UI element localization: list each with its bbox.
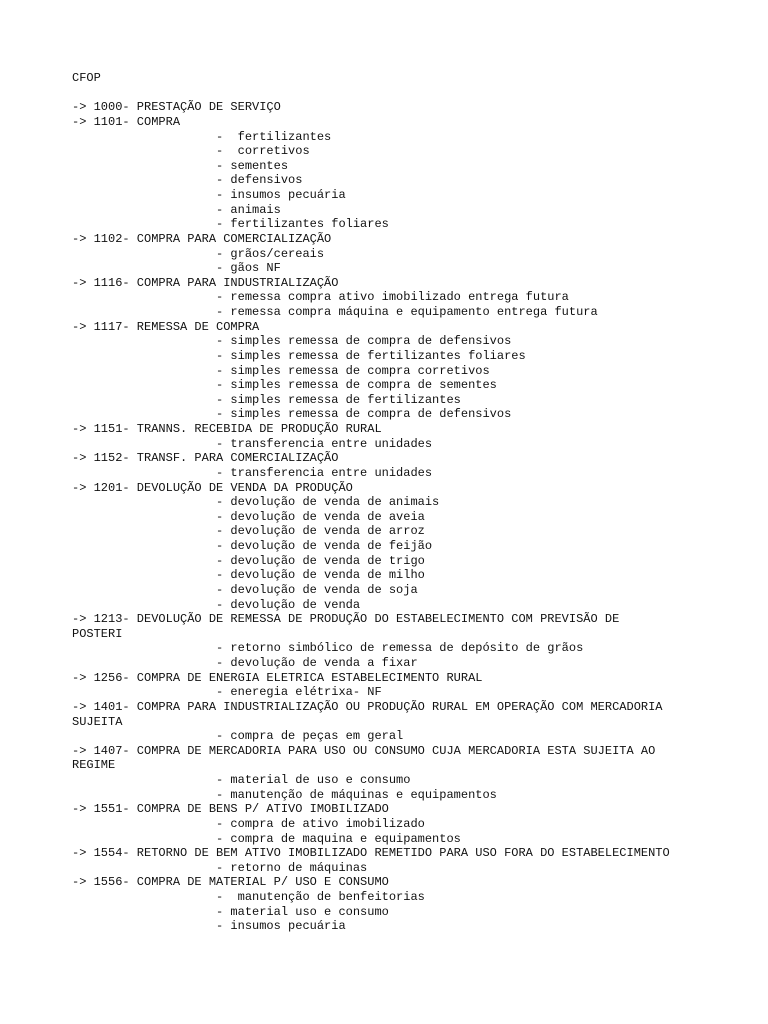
wrapped-line: REGIME bbox=[72, 758, 116, 773]
cfop-item-line: - animais bbox=[72, 202, 281, 217]
cfop-item-line: - devolução de venda de trigo bbox=[72, 553, 425, 568]
cfop-item-line: - devolução de venda de aveia bbox=[72, 509, 425, 524]
cfop-code-line: -> 1256- COMPRA DE ENERGIA ELETRICA ESTABELECIMENTO RURAL bbox=[72, 670, 483, 685]
cfop-item-line: - compra de maquina e equipamentos bbox=[72, 831, 461, 846]
cfop-code-line: -> 1151- TRANNS. RECEBIDA DE PRODUÇÃO RURAL bbox=[72, 422, 382, 436]
cfop-item-line: - insumos pecuária bbox=[72, 919, 346, 934]
cfop-code-line: -> 1213- DEVOLUÇÃO DE REMESSA DE PRODUÇÃO DO ESTABELECIMENTO COM PREVISÃO DE bbox=[72, 612, 620, 627]
document-title: CFOP bbox=[72, 71, 101, 85]
cfop-item-line: - eneregia elétrixa- NF bbox=[72, 685, 382, 700]
cfop-item-line: - transferencia entre unidades bbox=[72, 465, 433, 480]
cfop-code-line: -> 1116- COMPRA PARA INDUSTRIALIZAÇÃO bbox=[72, 275, 339, 290]
cfop-item-line: - insumos pecuária bbox=[72, 188, 346, 202]
cfop-item-line: - fertilizantes bbox=[72, 129, 332, 144]
cfop-item-line: - corretivos bbox=[72, 144, 310, 159]
cfop-code-line: -> 1407- COMPRA DE MERCADORIA PARA USO OU CONSUMO CUJA MERCADORIA ESTA SUJEITA AO bbox=[72, 743, 656, 758]
cfop-item-line: - devolução de venda de soja bbox=[72, 582, 418, 597]
cfop-item-line: - simples remessa de fertilizantes bbox=[72, 392, 461, 407]
cfop-item-line: - simples remessa de compra de sementes bbox=[72, 378, 497, 393]
wrapped-line: POSTERI bbox=[72, 626, 123, 641]
cfop-item-line: - remessa compra ativo imobilizado entrega futura bbox=[72, 290, 569, 305]
cfop-item-line: - grãos/cereais bbox=[72, 246, 325, 261]
cfop-item-line: - retorno de máquinas bbox=[72, 860, 368, 875]
cfop-item-line: - remessa compra máquina e equipamento entrega futura bbox=[72, 305, 598, 319]
cfop-item-line: - defensivos bbox=[72, 173, 303, 188]
cfop-item-line: - devolução de venda a fixar bbox=[72, 656, 418, 670]
cfop-item-line: - simples remessa de compra de defensivos bbox=[72, 407, 512, 422]
cfop-item-line: - simples remessa de fertilizantes foliares bbox=[72, 348, 526, 363]
cfop-code-line: -> 1554- RETORNO DE BEM ATIVO IMOBILIZADO REMETIDO PARA USO FORA DO ESTABELECIMENTO bbox=[72, 846, 670, 861]
cfop-code-line: -> 1117- REMESSA DE COMPRA bbox=[72, 319, 260, 334]
cfop-item-line: - devolução de venda de arroz bbox=[72, 524, 425, 539]
cfop-item-line: - retorno simbólico de remessa de depósito de grãos bbox=[72, 641, 584, 656]
cfop-item-line: - material de uso e consumo bbox=[72, 773, 411, 787]
cfop-item-line: - sementes bbox=[72, 158, 289, 173]
cfop-item-line: - compra de peças em geral bbox=[72, 729, 404, 744]
cfop-code-line: -> 1201- DEVOLUÇÃO DE VENDA DA PRODUÇÃO bbox=[72, 480, 353, 495]
cfop-item-line: - material uso e consumo bbox=[72, 904, 389, 919]
cfop-code-line: -> 1551- COMPRA DE BENS P/ ATIVO IMOBILIZADO bbox=[72, 802, 389, 817]
cfop-code-line: -> 1102- COMPRA PARA COMERCIALIZAÇÃO bbox=[72, 231, 332, 246]
cfop-item-line: - devolução de venda de animais bbox=[72, 495, 440, 510]
cfop-code-line: -> 1401- COMPRA PARA INDUSTRIALIZAÇÃO OU PRODUÇÃO RURAL EM OPERAÇÃO COM MERCADORIA bbox=[72, 699, 663, 714]
cfop-item-line: - manutenção de máquinas e equipamentos bbox=[72, 787, 497, 802]
cfop-item-line: - fertilizantes foliares bbox=[72, 217, 389, 232]
cfop-code-line: -> 1101- COMPRA bbox=[72, 114, 181, 129]
cfop-code-line: -> 1556- COMPRA DE MATERIAL P/ USO E CONSUMO bbox=[72, 875, 389, 890]
cfop-item-line: - simples remessa de compra corretivos bbox=[72, 363, 490, 378]
blank-line bbox=[72, 86, 712, 101]
document-body bbox=[72, 71, 712, 934]
cfop-code-line: -> 1000- PRESTAÇÃO DE SERVIÇO bbox=[72, 100, 281, 115]
cfop-item-line: - gãos NF bbox=[72, 261, 281, 276]
cfop-item-line: - compra de ativo imobilizado bbox=[72, 816, 425, 831]
cfop-item-line: - transferencia entre unidades bbox=[72, 436, 433, 451]
wrapped-line: SUJEITA bbox=[72, 714, 123, 729]
cfop-item-line: - devolução de venda bbox=[72, 597, 361, 612]
cfop-code-line: -> 1152- TRANSF. PARA COMERCIALIZAÇÃO bbox=[72, 451, 339, 466]
cfop-item-line: - devolução de venda de milho bbox=[72, 568, 425, 583]
cfop-item-line: - simples remessa de compra de defensivos bbox=[72, 334, 512, 349]
cfop-item-line: - devolução de venda de feijão bbox=[72, 539, 433, 553]
cfop-item-line: - manutenção de benfeitorias bbox=[72, 890, 425, 904]
